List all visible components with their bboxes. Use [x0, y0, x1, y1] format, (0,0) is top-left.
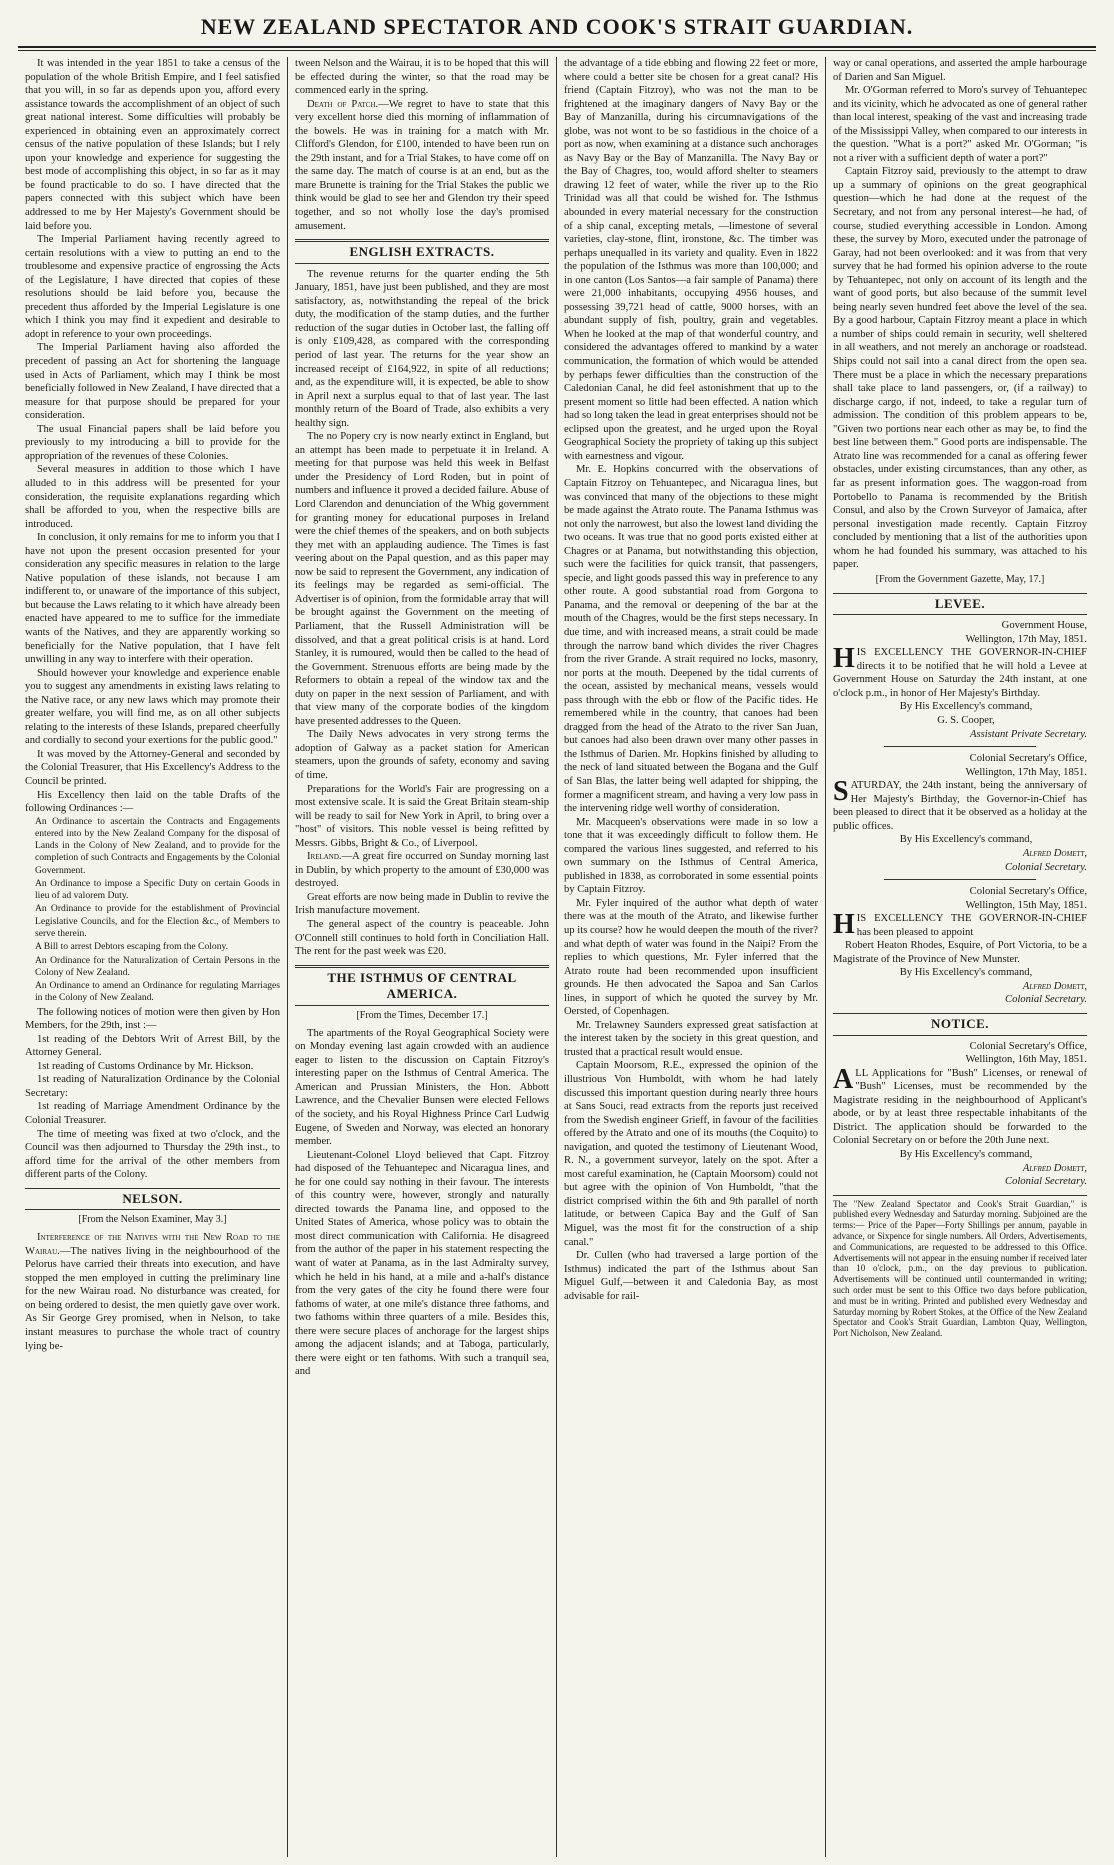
signatory-title: Assistant Private Secretary.: [969, 728, 1087, 740]
source-line: [From the Times, December 17.]: [356, 1009, 488, 1021]
section-heading-nelson: NELSON.: [25, 1188, 280, 1211]
paragraph: The revenue returns for the quarter ending the 5th January, 1851, have just been published, and they are most satisfactory, as, notwithstanding the repeal of the brick duty, the modification of the stamp duties, and the further reduction of the sugar duties in October last, the falling off is only £109,428, as compared with the corresponding period of last year. The returns for the year show an increased receipt of £164,922, in spite of all reductions; and, as the expenditure will, it is expected, be able to show in April next a surplus equal to that of last year. The last monthly return of the Board of Trade, also exhibits a very healthy sign.: [295, 268, 549, 429]
paragraph-text: —We regret to have to state that this very excellent horse died this morning of inflammation of the bowels. He was in training for a match with Mr. Clifford's Glendon, for £100, intended to have been run on the 29th instant, and for a Trial Stakes, to have come off on the same day. The match of course is at an end, but as the mare Brunette is training for the Trial Stakes the public we think would be glad to see her and Glendon try their speed together, and so not wholly lose the day's promised amusement.: [295, 98, 549, 232]
ordinance-item: An Ordinance to impose a Specific Duty on certain Goods in lieu of ad valorem Duty.: [35, 877, 280, 902]
paragraph: way or canal operations, and asserted the ample harbourage of Darien and San Miguel.: [833, 58, 1087, 83]
paragraph: [295, 850, 549, 891]
drop-cap: H: [833, 643, 855, 675]
notice-body: IS EXCELLENCY THE GOVERNOR-IN-CHIEF directs it to be notified that he will hold a Levee at Government House on Saturday the 24th instant, at one o'clock p.m., in honor of Her Majesty's Birthday.: [833, 647, 1087, 699]
paragraph: 1st reading of Marriage Amendment Ordinance by the Colonial Treasurer.: [25, 1101, 280, 1126]
masthead-rule: [18, 50, 1096, 51]
dateline-place: Government House,: [1001, 620, 1087, 632]
source-line: [From the Nelson Examiner, May 3.]: [78, 1214, 227, 1226]
paragraph: The following notices of motion were then given by Hon Members, for the 29th, inst :—: [25, 1006, 280, 1032]
paragraph: The time of meeting was fixed at two o'clock, and the Council was then adjourned to Thursday the 29th inst., to afford time for the arrival of the other members from different parts of the Colony.: [25, 1128, 280, 1181]
drop-cap: A: [833, 1063, 854, 1095]
section-heading-notice: NOTICE.: [833, 1013, 1087, 1036]
dateline-date: Wellington, 16th May, 1851.: [965, 1054, 1087, 1066]
notice-text: [833, 909, 1087, 941]
signatory-name: G. S. Cooper,: [937, 715, 995, 727]
masthead-title: NEW ZEALAND SPECTATOR AND COOK'S STRAIT GUARDIAN.: [18, 14, 1096, 48]
ordinance-item: A Bill to arrest Debtors escaping from the Colony.: [35, 941, 229, 953]
paragraph: Several measures in addition to those which I have alluded to in this address will be presented for your consideration, the requisite explanations regarding which shall be afforded to you, when the respective bills are introduced.: [25, 464, 280, 530]
ordinance-item: An Ordinance to ascertain the Contracts and Engagements entered into by the New Zealand Company for the disposal of Lands in the Colony of New Zealand, and to provide for the completion of such Contracts and Engagements by the Colonial Government.: [35, 815, 280, 876]
drop-cap: H: [833, 909, 855, 941]
paragraph: Mr. O'Gorman referred to Moro's survey of Tehuantepec and its vicinity, which he advocated as one of general rather than local interest, speaking of the vast and increasing trade of the Mississippi Valley, when compared to our interests in the question. "What is a port?" asked Mr. O'Gorman; "is not a river with a sufficient depth of water a port?": [833, 85, 1087, 164]
paragraph: The general aspect of the country is peaceable. John O'Connell still continues to hold forth in Conciliation Hall. The rent for the past week was £20.: [295, 918, 549, 958]
paragraph: In conclusion, it only remains for me to inform you that I have not upon the present occasion presented for your consideration any specific measures in relation to the large Native population of these islands, not because I am indifferent to, or unaware of the importance of this subject, but because the Laws relating to it which have already been enacted have appeared to me to suffice for the immediate wants of the Natives, and they are apparently working so beneficially for the Native population, that I have felt unwilling in any way to interfere with their operation.: [25, 532, 280, 666]
paragraph: It was moved by the Attorney-General and seconded by the Colonial Treasurer, that His Excellency's Address to the Council be printed.: [25, 748, 280, 787]
paragraph: 1st reading of the Debtors Writ of Arrest Bill, by the Attorney General.: [25, 1033, 280, 1059]
notice-text: [833, 776, 1087, 833]
section-heading-isthmus: THE ISTHMUS OF CENTRAL AMERICA.: [295, 965, 549, 1006]
command-line: By His Excellency's command,: [899, 1148, 1033, 1160]
paragraph: It was intended in the year 1851 to take a census of the population of the whole British Empire, and I feel satisfied that you will, in so far as depends upon you, afford every assistance towards the accomplishment of an object of such great national interest. Some difficulties will probably be experienced in obtaining even an approximately correct census of the native population of these Islands; but I rely upon your knowledge and experience for suggesting the best mode of accomplishing this object, in so far as it may be found practicable to do so. I have directed that the papers connected with this subject which have been addressed to me by Her Majesty's Government should be laid before you.: [25, 58, 280, 232]
drop-cap: S: [833, 776, 849, 808]
divider: [884, 746, 1036, 747]
section-heading-english-extracts: ENGLISH EXTRACTS.: [295, 239, 549, 264]
paragraph: Mr. Trelawney Saunders expressed great satisfaction at the interest taken by the society in this great question, and trusted that a practical result would ensue.: [564, 1019, 818, 1058]
signatory-name: Alfred Domett,: [1022, 980, 1087, 992]
dateline-place: Colonial Secretary's Office,: [969, 753, 1087, 765]
column-1: [18, 57, 287, 1857]
paragraph: The Imperial Parliament having recently agreed to certain resolutions with a view to putting an end to the troublesome and expensive practice of engrossing the Acts of the Legislature, I have directed that copies of these resolutions should be laid before you, because the precedent thus afforded by the Imperial Legislature is one which I think you may find it expedient and desirable to adopt in reference to your own proceedings.: [25, 234, 280, 340]
lead-in: Death of Patch.: [307, 98, 379, 110]
dateline-place: Colonial Secretary's Office,: [969, 1040, 1087, 1052]
signatory-title: Colonial Secretary.: [1005, 994, 1087, 1006]
notice-text: [833, 1063, 1087, 1148]
paragraph: Great efforts are now being made in Dublin to revive the Irish manufacture movement.: [295, 891, 549, 917]
paragraph: Captain Fitzroy said, previously to the attempt to draw up a summary of opinions on the great geographical question—which he had done at the request of the Secretary, and not from any personal interest—he had, of course, studied everything accessible in London. Among these, the survey by Moro, executed under the patronage of Garay, had not been overlooked: and it was from that very survey that he had formed his opinion adverse to the route by Tehuantepec, not only on account of its length and the want of good ports, but also because of the summit level being nearly seven hundred feet above the level of the sea. By a good harbour, Captain Fitzroy meant a place in which a number of ships could remain in security, well sheltered in all weathers, and not merely an anchorage or roadstead. Ships could not sail into a canal direct from the open sea. There must be a place in which the necessary preparations shall take place to land passengers, or, (if a railway) to discharge cargo, if not, indeed, to take a regular turn of admission. The condition of this problem appears to be, "Given two portions near each other as may be, to find the best line between them." Good ports are indispensable. The Atrato line was recommended for a canal as offering fewer obstacles, under existing circumstances, than any other, as far as present information goes. The waggon-road from Portobello to Panama is recommended by the British Consul, and also by the Crown Surveyor of Jamaica, after personal investigation made recently. Captain Fitzroy concluded by mentioning that a list of the authorities upon whom he had founded his summary, was attached to his paper.: [833, 166, 1087, 571]
paragraph: [25, 1231, 280, 1353]
paragraph: Preparations for the World's Fair are progressing on a most extensive scale. It is said the Great Britain steam-ship will be ready to sail for New York in April, to bring over a "host" of visitors. This noble vessel is being refitted by Messrs. Gibbs, Bright & Co., of Liverpool.: [295, 783, 549, 849]
lead-in: Ireland.: [307, 851, 342, 863]
command-line: By His Excellency's command,: [899, 701, 1033, 713]
paragraph: Lieutenant-Colonel Lloyd believed that Capt. Fitzroy had disposed of the Tehuantepec and Nicaragua lines, and he for one could say nothing in their favour. The interests of this country were, however, strongly and naturally directed towards the Panama line, and opposed to the United States of America, whose policy was to obtain the most direct communication with California. He disagreed from the author of the paper in his statement respecting the want of water at Panama, as in the last Admiralty survey, which he held in his hand, at a mile and a-half's distance from the very gates of the city he found there were four fathoms of water, at one mile's distance three fathoms, and two fathoms within three quarters of a mile. Besides this, there were secure places of anchorage for the largest ships among the adjacent islands; and at Taboga, particularly, there were eight or ten fathoms. With such a tranquil sea, and: [295, 1149, 549, 1378]
notice-body: LL Applications for "Bush" Licenses, or renewal of "Bush" Licenses, must be recommended by the Magistrate residing in the neighbourhood of Applicant's abode, or by at least three respectable inhabitants of the District. The application should be forwarded to the Colonial Secretary on or before the 20th June next.: [833, 1067, 1087, 1147]
publisher-imprint: The "New Zealand Spectator and Cook's Strait Guardian," is published every Wednesday and Saturday morning. Subjoined are the terms:— Price of the Paper—Forty Shillings per annum, payable in advance, or Sixpence for single numbers. All Orders, Advertisements, and Communications, are requested to be addressed to this Office. Advertisements will not appear in the ensuing number if received later than 10 o'clock, p.m., on the day previous to publication. Advertisements will be continued until countermanded in writing; such order must be sent to this Office two days before publication, and must be in writing. Printed and published every Wednesday and Saturday morning by Robert Stokes, at the Office of the New Zealand Spectator and Cook's Strait Guardian, Lambton Quay, Wellington, Port Nicholson, New Zealand.: [833, 1195, 1087, 1339]
signatory-name: Alfred Domett,: [1022, 1162, 1087, 1174]
appointee: Robert Heaton Rhodes, Esquire, of Port Victoria, to be a Magistrate of the Province of New Munster.: [833, 940, 1087, 965]
column-3: [556, 57, 825, 1857]
section-heading-levee: LEVEE.: [833, 593, 1087, 616]
ordinance-item: An Ordinance for the Naturalization of Certain Persons in the Colony of New Zealand.: [35, 954, 280, 978]
signatory-title: Colonial Secretary.: [1005, 861, 1087, 873]
ordinance-item: An Ordinance to provide for the establishment of Provincial Legislative Councils, and for the Election &c., of Members to serve therein.: [35, 903, 280, 940]
paragraph-text: —The natives living in the neighbourhood of the Pelorus have carried their threats into execution, and have stopped the men employed in cutting the preliminary line for the new Wairau road. No disturbance was created, for on being ordered to desist, the men quietly gave over work. As Sir George Grey promised, when in Nelson, to take instant measures to purchase the whole tract of country lying be-: [25, 1245, 280, 1352]
paragraph: tween Nelson and the Wairau, it is to be hoped that this will be effected during the winter, so that the road may be commenced early in the spring.: [295, 58, 549, 97]
paragraph: The usual Financial papers shall be laid before you previously to my introducing a bill to provide for the appropriation of the revenues of these Colonies.: [25, 423, 280, 462]
paragraph: The no Popery cry is now nearly extinct in England, but an attempt has been made to perpetuate it in Ireland. A meeting for that purpose was held this week in Belfast under the Presidency of Lord Roden, but in point of numbers and influence it proved a decided failure. Abuse of Lord Clarendon and denunciation of the Whig government for granting money for educational purposes in Ireland were the chief themes of the speakers, and on both subjects they met with an applauding audience. The Times is fast veering about on the Papal question, and as this paper may now be said to represent the Government, any indication of its feelings may be regarded as semi-official. The Advertiser is of opinion, from the formidable array that will be brought against the Government on the meeting of Parliament, that the Russell Administration will be dissolved, and that a great political crisis is at hand. Lord Stanley, it is rumoured, would then be called to the head of the Government. Strenuous efforts are being made by the Reformers to obtain a repeal of the window tax and the duty on paper in the next session of Parliament, and with that view many of the corporate bodies of the kingdom have presented addresses to the Queen.: [295, 431, 549, 727]
lead-in: Interference of the Natives with the New Road to the Wairau.: [25, 1232, 280, 1257]
signatory-name: Alfred Domett,: [1022, 847, 1087, 859]
paragraph: Mr. Macqueen's observations were made in so low a tone that it was exceedingly difficult to follow them. He compared the various lines suggested, and referred to his own summary on the Isthmus of Central America, published in 1838, as corroborated in some essential points by Captain Fitzroy.: [564, 816, 818, 896]
signatory-title: Colonial Secretary.: [1005, 1176, 1087, 1188]
paragraph: Captain Moorsom, R.E., expressed the opinion of the illustrious Von Humboldt, with whom he had lately discussed this important question during nearly three hours at Sans Souci, read extracts from the reports just received from the Swedish engineer Grieff, in favour of the facilities offered by the Atrato and one of its mouths (the Coquito) to navigation, and quoted the testimony of Lieutenant Wood, R. N., a government surveyor, lately on the spot. After a most careful examination, he (Captain Moorsom) could not but agree with the opinion of Von Humboldt, "that the district comprised within the 6th and 9th parallel of north latitude, or between Capica Bay and the Gulf of San Miguel, was the most fit for the construction of a ship canal.": [564, 1060, 818, 1248]
dateline-date: Wellington, 15th May, 1851.: [965, 899, 1087, 911]
paragraph: The Daily News advocates in very strong terms the adoption of Galway as a packet station for American steamers, upon the grounds of safety, economy and saving of time.: [295, 729, 549, 781]
command-line: By His Excellency's command,: [899, 967, 1033, 979]
paragraph: 1st reading of Customs Ordinance by Mr. Hickson.: [37, 1060, 254, 1072]
paragraph: Mr. E. Hopkins concurred with the observations of Captain Fitzroy on Tehuantepec, and Nicaragua lines, but was convinced that many of the objections to these might be made against the Atrato route. The Panama Isthmus was not only the narrowest, but also the lowest land dividing the two oceans. It was true that no good ports existed either at Chagres or at Panama, but notwithstanding this objection, such were the facilities for quick transit, that passengers, specie, and light goods passed this way in preference to any other route. A good substantial road from Gorgona to Panama, and the removal or deepening of the bar at the mouth of the Chagres, would be the first steps necessary. In due time, and with increased means, a strait could be made through the narrow band which divides the river Chagres from the river Grande. A strait required no locks, masonry, nor ports at the mouth. Deepened by the tidal currents of the ocean, assisted by mechanical means, vessels would pass through with the ebb or flow of the Pacific tides. He remembered while in the country, that canoes had been dragged from the head of the Atrato to the river San Juan, but canoes had also been drawn over many other passes in the Isthmus of Darien. Mr. Hopkins finished by alluding to the neck of land situated between the Bogana and the Gulf of San Blas, the latter being well adapted for shipping, the former a magnificent stream, and having a very low pass in the intervening ridge well worthy of consideration.: [564, 464, 818, 815]
dateline-date: Wellington, 17th May, 1851.: [965, 766, 1087, 778]
notice-text: [833, 643, 1087, 700]
paragraph: the advantage of a tide ebbing and flowing 22 feet or more, where could a better site be chosen for a great canal? His friend (Captain Fitzroy), who was not the man to be frightened at the imaginary dangers of Navy Bay or the Bay of Manzanilla, during his circumnavigations of the globe, was not wont to be so fastidious in the choice of a port as now, when examining at a distance such anchorages as Navy Bay or the Bay of Manzanilla. The Navy Bay or the Bay of Chagres, too, would afford shelter to steamers drawing 12 feet of water, while the river up to the Rio Trinidad was all that could be wished for. The Isthmus abounded in every material necessary for the construction of a ship canal, excepting metals, —limestone of several varieties, clay-stone, flint, ironstone, &c. The timber was perhaps unequalled in its variety and quality. Even in 1822 the population of the Isthmus was more than 100,000; and in one canton (Los Santos—a fair sample of Panama) there were 21,000 inhabitants, occupying 4956 houses, and possessing 39,721 head of cattle, 9000 horses, with an abundant supply of fish, poultry, grain and vegetables. When he looked at the map of that wonderful country, and considered the advantages offered to mankind by a water communication, the formation of which would be attended by perhaps fewer difficulties than the construction of the Caledonian Canal, he did feel astonishment that up to the present moment so little had been effected. A nation which had so long taken the lead in great enterprises should not be eclipsed upon the greatest, and he urged upon the Royal Geographical Society the propriety of taking up this subject with earnestness and vigour.: [564, 58, 818, 462]
paragraph: The Imperial Parliament having also afforded the precedent of passing an Act for shortening the language used in Acts of Parliament, which may I think be most beneficially followed in New Zealand, I have directed that a measure for that purpose should be prepared for your consideration.: [25, 342, 280, 422]
dateline-date: Wellington, 17th May, 1851.: [965, 633, 1087, 645]
source-line: [From the Government Gazette, May, 17.]: [875, 573, 1045, 585]
paragraph: Dr. Cullen (who had traversed a large portion of the Isthmus) indicated the part of the Isthmus about San Miguel Gulf,—between it and Caledonia Bay, as most advisable for rail-: [564, 1250, 818, 1302]
paragraph: 1st reading of Naturalization Ordinance by the Colonial Secretary:: [25, 1074, 280, 1099]
notice-body: IS EXCELLENCY THE GOVERNOR-IN-CHIEF has been pleased to appoint: [856, 913, 1087, 938]
dateline-place: Colonial Secretary's Office,: [969, 886, 1087, 898]
column-2: [287, 57, 556, 1857]
paragraph: Mr. Fyler inquired of the author what depth of water there was at the mouth of the Atrato, and likewise further up its course? how he would deepen the mouth of the river? and what depth of water was found in the Naipi? From the replies to which questions, Mr. Fyler inferred that the Atrato route had been recommended upon insufficient grounds. He then advocated the Sapoa and San Carlos lines, in support of which he quoted the survey by Mr. Oersted, of Copenhagen.: [564, 897, 818, 1018]
paragraph: His Excellency then laid on the table Drafts of the following Ordinances :—: [25, 789, 280, 815]
paragraph: [295, 98, 549, 233]
ordinance-item: An Ordinance to amend an Ordinance for regulating Marriages in the Colony of New Zealand.: [35, 980, 280, 1004]
paragraph: Should however your knowledge and experience enable you to suggest any amendments in existing laws relating to the Native race, or any new laws which may promote their greater welfare, you will find me, as on all other subjects relating to the interests of these Islands, prepared cheerfully and cordially to second your exertions for the public good.": [25, 667, 280, 747]
command-line: By His Excellency's command,: [899, 834, 1033, 846]
paragraph-text: —A great fire occurred on Sunday morning last in Dublin, by which property to the amount of £30,000 was destroyed.: [295, 851, 549, 890]
notice-body: ATURDAY, the 24th instant, being the anniversary of Her Majesty's Birthday, the Governor-in-Chief has been pleased to direct that it be observed as a holiday at the public offices.: [833, 780, 1087, 832]
columns: [18, 57, 1096, 1857]
divider: [884, 879, 1036, 880]
paragraph: The apartments of the Royal Geographical Society were on Monday evening last again crowded with an audience eager to listen to the discussion on Captain Fitzroy's interesting paper on the Isthmus of Central America. The American and Prussian Ministers, the Hon. Abbott Lawrence, and the Chevalier Bunsen were elected Fellows of the society, and his Royal Highness Prince Carl Ludwig Eugene, of Sweden and Norway, was elected an honorary member.: [295, 1027, 549, 1148]
column-4: [825, 57, 1094, 1857]
